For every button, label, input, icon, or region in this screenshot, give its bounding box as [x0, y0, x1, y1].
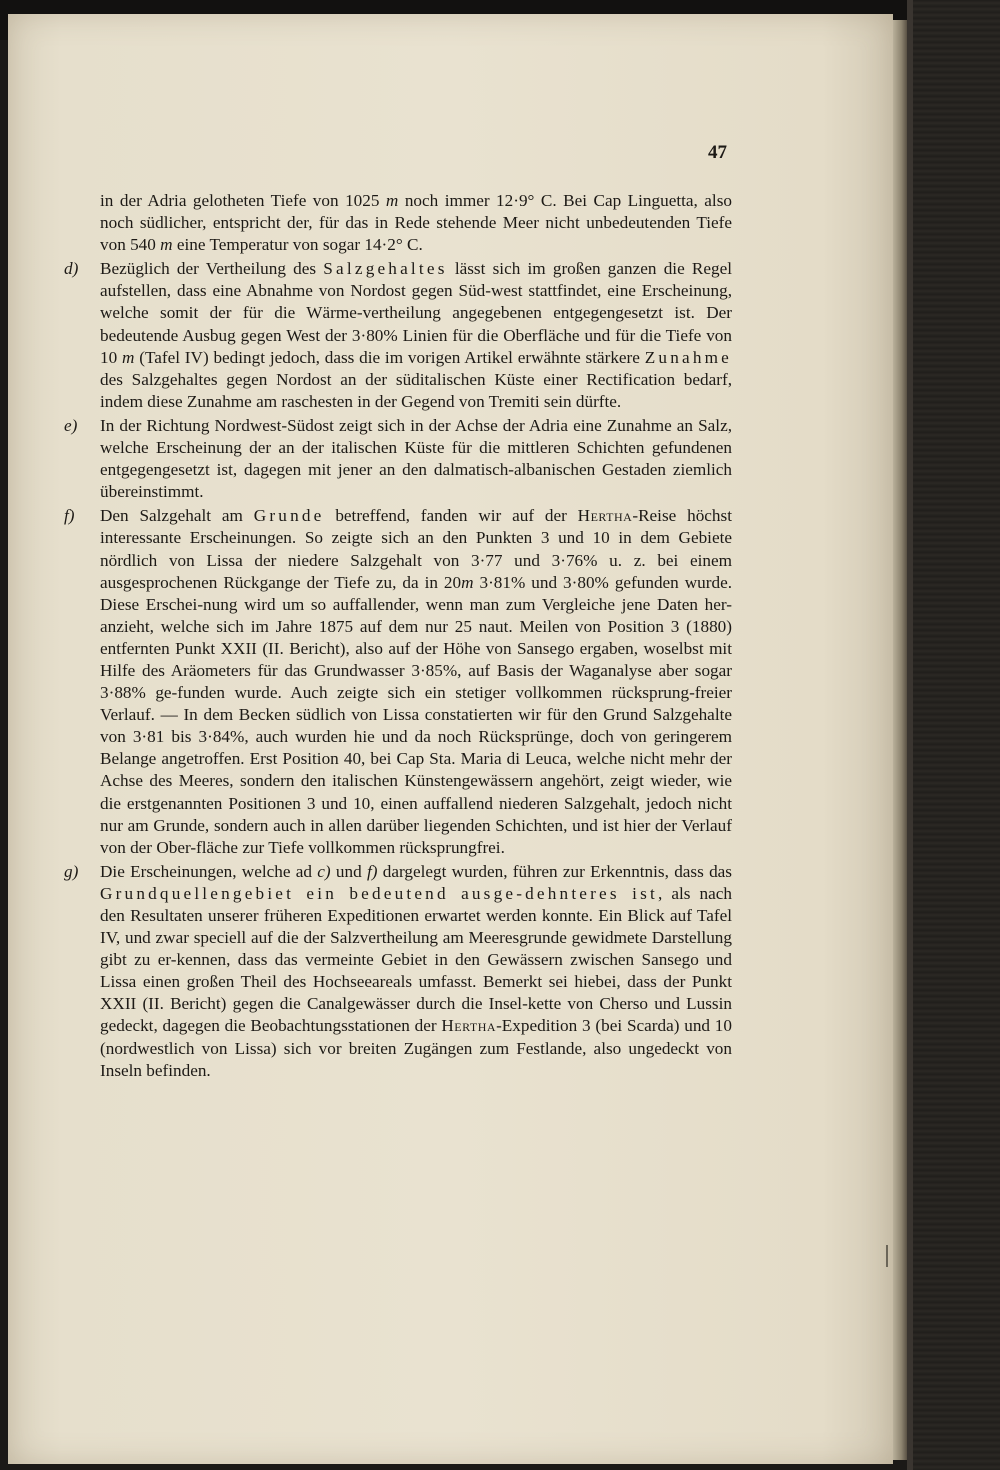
emphasis-text: Salzgehaltes	[323, 259, 448, 279]
item-marker: e)	[64, 415, 78, 435]
book-cover	[907, 0, 1000, 1470]
item-text: (Tafel IV) bedingt jedoch, dass die im vorigen Artikel erwähnte stärkere	[134, 347, 645, 367]
unit-m: m	[385, 191, 399, 210]
list-item-f	[64, 505, 732, 859]
unit-m: m	[461, 572, 474, 592]
margin-mark	[886, 1245, 888, 1267]
intro-text-3: eine Temperatur von sogar 14·2° C.	[172, 235, 423, 255]
item-marker: f)	[64, 506, 75, 526]
cover-spine	[907, 0, 913, 1470]
item-text: lässt sich im großen ganzen die Regel aufstellen, dass eine Abnahme von Nordost gegen Süd-west stattfindet, eine Erscheinung, welche somit der für die Wärme-vertheilung angegebenen entgegengesetzt ist. Der bedeutende Ausbug gegen West der 3·80% Linien für die Oberfläche und für die Tiefe von 10	[100, 259, 732, 367]
item-text: , als nach den Resultaten unserer früheren Expeditionen erwartet werden konnte. Ein Blick auf Tafel IV, und zwar speciell auf die der Salzvertheilung am Meeresgrunde gewidmete Darstellung gibt zu er-kennen, dass das vermeinte Gebiet in den Gewässern zwischen Sansego und Lissa einen großen Theil des Hochseeareals umfasst. Bemerkt sei hiebei, dass der Punkt XXII (II. Bericht) gegen die Canalgewässer durch die Insel-kette von Cherso und Lussin gedeckt, dagegen die Beobachtungsstationen der	[100, 883, 732, 1036]
item-text: betreffend, fanden wir auf der	[324, 506, 578, 526]
item-text: und	[330, 861, 367, 881]
item-text: des Salzgehaltes gegen Nordost an der süditalischen Küste einer Rectification bedarf, indem diese Zunahme am raschesten in der Gegend von Tremiti sein dürfte.	[100, 369, 732, 411]
ship-name: Hertha	[577, 506, 633, 526]
item-text: Bezüglich der Vertheilung des	[100, 259, 324, 279]
item-reference: f)	[366, 861, 378, 881]
item-text: -Reise höchst interessante Erscheinungen. So zeigte sich an den Punkten 3 und 10 in dem Gebiete nördlich von Lissa der niedere Salzgehalt von 3·77 und 3·76% u. z. bei einem ausgesprochenen Rückgange der Tiefe zu, da in 20	[100, 506, 732, 592]
item-text: Die Erscheinungen, welche ad	[100, 861, 318, 881]
unit-m: m	[160, 235, 173, 255]
item-text: -Expedition 3 (bei Scarda) und 10 (nordwestlich von Lissa) sich vor breiten Zugängen zum Festlande, also ungedeckt von Inseln befinden.	[100, 1016, 732, 1080]
item-text: Den Salzgehalt am	[100, 506, 254, 526]
item-marker: g)	[64, 861, 79, 881]
item-text: dargelegt wurden, führen zur Erkenntnis, dass das	[377, 861, 732, 881]
page-stack-edge	[893, 20, 907, 1460]
item-marker: d)	[64, 259, 79, 279]
intro-paragraph	[100, 190, 732, 256]
emphasis-text: Zunahme	[644, 347, 733, 367]
body-text	[64, 190, 733, 1084]
ship-name: Hertha	[441, 1016, 497, 1036]
list-item-e	[64, 415, 732, 503]
emphasis-text: Grundquellengebiet ein bedeutend ausge-dehnteres ist	[100, 883, 658, 903]
item-reference: c)	[317, 861, 331, 881]
unit-m: m	[122, 347, 135, 367]
page-number: 47	[708, 142, 727, 163]
item-text: 3·81% und 3·80% gefunden wurde. Diese Erschei-nung wird um so auffallender, wenn man zum Vergleiche jene Daten her-anzieht, welche sich im Jahre 1875 auf dem nur 25 naut. Meilen von Position 3 (1880) entfernten Punkt XXII (II. Bericht), also auf der Höhe von Sansego ergaben, woselbst mit Hilfe des Aräometers für das Grundwasser 3·85%, auf Basis der Waganalyse aber sogar 3·88% ge-funden wurde. Auch zeigte sich ein stetiger vollkommen rücksprung-freier Verlauf. — In dem Becken südlich von Lissa constatierten wir für den Grund Salzgehalte von 3·81 bis 3·84%, auch wurden hie und da noch Rücksprünge, doch von geringerem Belange angetroffen. Erst Position 40, bei Cap Sta. Maria di Leuca, welche nicht mehr der Achse des Meeres, sondern den italischen Künstengewässern angehört, zeigt wieder, wie die erstgenannten Positionen 3 und 10, einen auffallend niederen Salzgehalt, jedoch nicht nur am Grunde, sondern auch in allen darüber liegenden Schichten, und ist hier der Verlauf von der Ober-fläche zur Tiefe vollkommen rücksprungfrei.	[100, 572, 732, 857]
list-item-d	[64, 258, 733, 413]
intro-text-2: noch immer 12·9° C. Bei Cap Linguetta, also noch südlicher, entspricht der, für das in Rede stehende Meer nicht unbedeutenden Tiefe von 540	[100, 191, 732, 255]
list-item-g	[64, 861, 732, 1082]
emphasis-text: Grunde	[253, 506, 325, 526]
item-text: In der Richtung Nordwest-Südost zeigt sich in der Achse der Adria eine Zunahme an Salz, welche Erscheinung der an der italischen Küste für die mittleren Schichten gefundenen entgegengesetzt ist, dagegen mit jener an den dalmatisch-albanischen Gestaden ziemlich übereinstimmt.	[100, 415, 732, 502]
intro-text-1: in der Adria gelotheten Tiefe von 1025	[100, 191, 386, 210]
